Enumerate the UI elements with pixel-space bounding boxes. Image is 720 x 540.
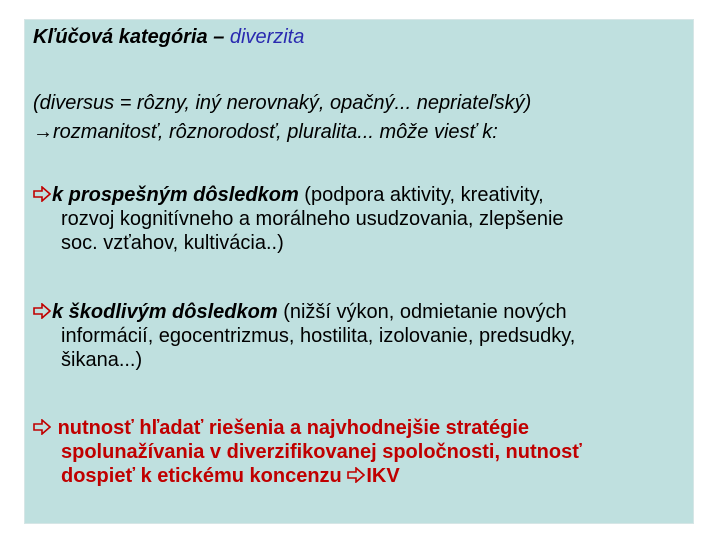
bullet-3-line-3-text: dospieť k etickému koncenzu (61, 465, 342, 487)
title-prefix: Kľúčová kategória – (33, 26, 230, 48)
bullet-1-line-2: rozvoj kognitívneho a morálneho usudzovania, zlepšenie (61, 208, 564, 230)
hollow-right-arrow-icon (347, 467, 365, 483)
slide-title (33, 25, 304, 49)
bullet-3 (33, 416, 582, 488)
hollow-right-arrow-icon (33, 186, 51, 202)
bullet-3-line-2: spolunažívania v diverzifikovanej spoločnosti, nutnosť (61, 441, 582, 463)
bullet-1-line-1-rest: (podpora aktivity, kreativity, (298, 184, 544, 206)
definition-line-2 (33, 120, 498, 144)
bullet-2 (33, 300, 575, 372)
hollow-right-arrow-icon (33, 419, 51, 435)
title-accent: diverzita (229, 26, 305, 48)
bullet-1-emphasis: k prospešným dôsledkom (52, 184, 299, 206)
definition-line-1: (diversus = rôzny, iný nerovnaký, opačný... nepriateľský) (33, 92, 532, 114)
hollow-right-arrow-icon (33, 303, 51, 319)
right-arrow-symbol: → (33, 121, 53, 143)
bullet-2-line-1-rest: (nižší výkon, odmietanie nových (277, 301, 567, 323)
bullet-3-line-3-end: IKV (366, 465, 400, 487)
bullet-3-line-1: nutnosť hľadať riešenia a najvhodnejšie stratégie (57, 417, 530, 439)
bullet-2-emphasis: k škodlivým dôsledkom (52, 301, 278, 323)
bullet-2-line-3: šikana...) (61, 349, 143, 371)
bullet-3-line-3 (33, 464, 582, 488)
bullet-1-line-3: soc. vzťahov, kultivácia..) (61, 232, 284, 254)
definition-line-2-text: rozmanitosť, rôznorodosť, pluralita... môže viesť k: (53, 121, 498, 143)
bullet-1 (33, 183, 564, 255)
bullet-2-line-2: informácií, egocentrizmus, hostilita, izolovanie, predsudky, (61, 325, 576, 347)
